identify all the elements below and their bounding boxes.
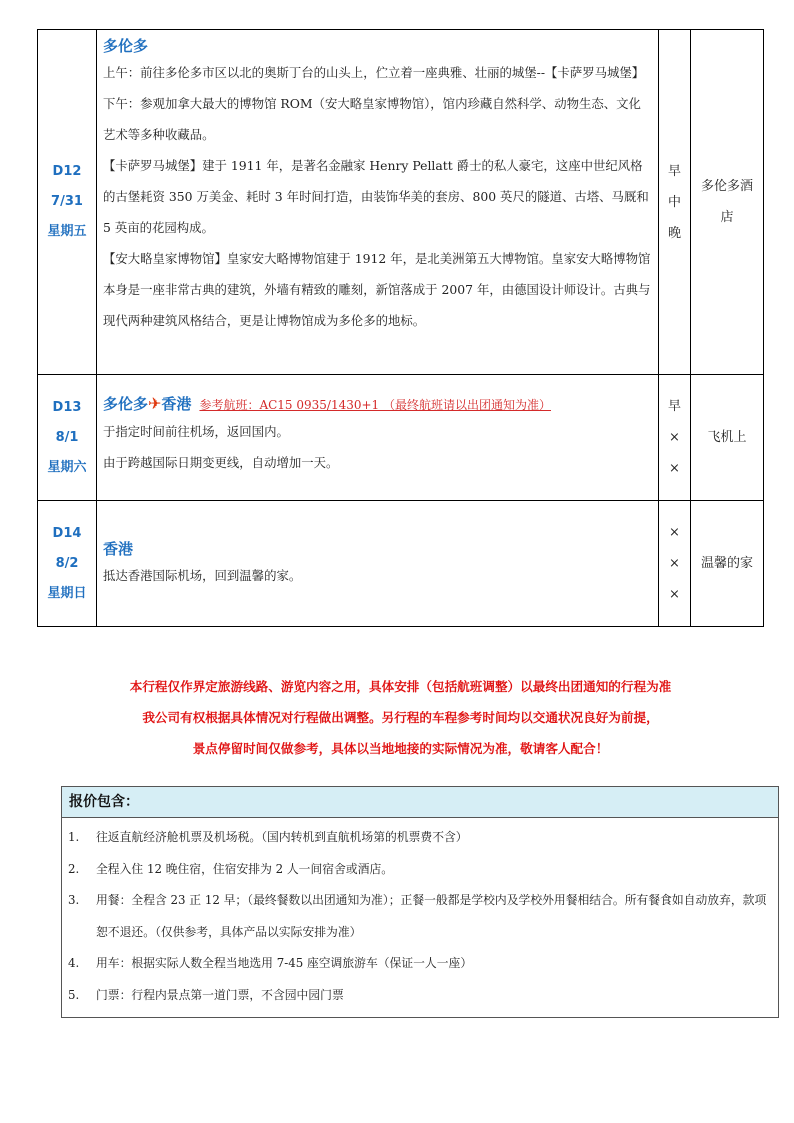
meals-cell bbox=[659, 30, 691, 375]
item-number: 2. bbox=[68, 861, 80, 876]
meal-lunch: × bbox=[669, 556, 680, 571]
day-cell bbox=[38, 30, 97, 375]
day-number: D12 bbox=[52, 164, 82, 179]
reference-flight: 参考航班：AC15 0935/1430+1 （最终航班请以出团通知为准） bbox=[199, 398, 551, 412]
notice-line: 我公司有权根据具体情况对行程做出调整。另行程的车程参考时间均以交通状况良好为前提， bbox=[142, 710, 659, 725]
day-content bbox=[97, 375, 659, 501]
day-weekday: 星期五 bbox=[47, 224, 87, 239]
hotel-cell bbox=[691, 375, 764, 501]
item-text: 往返直航经济舱机票及机场税。（国内转机到直航机场第的机票费不含） bbox=[96, 830, 468, 844]
day-weekday: 星期日 bbox=[47, 585, 87, 601]
item-number: 5. bbox=[68, 987, 80, 1002]
hotel-name: 温馨的家 bbox=[700, 556, 753, 571]
day-paragraph: 下午：参观加拿大最大的博物馆 ROM（安大略皇家博物馆），馆内珍藏自然科学、动物生态、文化艺术等多种收藏品。 bbox=[103, 96, 641, 142]
day-paragraph: 由于跨越国际日期变更线，自动增加一天。 bbox=[103, 455, 339, 470]
item-number: 3. bbox=[68, 893, 80, 907]
price-list bbox=[62, 818, 778, 1017]
meal-dinner: 晚 bbox=[667, 225, 681, 241]
meal-lunch: × bbox=[669, 430, 680, 445]
notice-line: 本行程仅作界定旅游线路、游览内容之用，具体安排（包括航班调整）以最终出团通知的行程为准 bbox=[129, 679, 672, 694]
day-paragraph: 【安大略皇家博物馆】皇家安大略博物馆建于 1912 年，是北美洲第五大博物馆。皇家安大略博物馆本身是一座非常古典的建筑，外墙有精致的雕刻，新馆落成于 2007 年，由德国设计师设计。古典与现代两种建筑风格结合，更是让博物馆成为多伦多的地标。 bbox=[103, 251, 651, 328]
list-item bbox=[68, 885, 772, 948]
day-row bbox=[38, 375, 764, 501]
hotel-name: 飞机上 bbox=[707, 430, 747, 445]
hotel-name: 多伦多酒店 bbox=[700, 179, 753, 225]
day-cell bbox=[38, 501, 97, 627]
day-row bbox=[38, 30, 764, 375]
itinerary-table bbox=[37, 29, 764, 627]
day-date: 8/2 bbox=[55, 555, 79, 571]
meal-dinner: × bbox=[669, 461, 680, 476]
meals-cell bbox=[659, 375, 691, 501]
list-item bbox=[68, 980, 772, 1012]
meal-breakfast: 早 bbox=[667, 163, 681, 179]
item-number: 1. bbox=[68, 830, 80, 844]
item-text: 门票：行程内景点第一道门票，不含园中园门票 bbox=[96, 987, 344, 1002]
day-content bbox=[97, 501, 659, 627]
day-content bbox=[97, 30, 659, 375]
arrival-city: 香港 bbox=[161, 395, 192, 413]
item-text: 用餐：全程含 23 正 12 早；（最终餐数以出团通知为准）；正餐一般都是学校内及学校外用餐相结合。所有餐食如自动放弃，款项恕不退还。（仅供参考，具体产品以实际安排为准） bbox=[96, 893, 767, 939]
item-text: 用车：根据实际人数全程当地选用 7-45 座空调旅游车（保证一人一座） bbox=[96, 956, 473, 970]
day-number: D13 bbox=[52, 399, 82, 415]
meal-breakfast: 早 bbox=[667, 399, 681, 414]
day-paragraph: 上午：前往多伦多市区以北的奥斯丁台的山头上，伫立着一座典雅、壮丽的城堡--【卡萨罗马城堡】 bbox=[103, 65, 645, 80]
price-included-box bbox=[61, 786, 779, 1018]
hotel-cell bbox=[691, 501, 764, 627]
price-heading: 报价包含： bbox=[62, 787, 778, 818]
meal-dinner: × bbox=[669, 587, 680, 602]
item-text: 全程入住 12 晚住宿，住宿安排为 2 人一间宿舍或酒店。 bbox=[96, 861, 394, 876]
day-title: 多伦多 bbox=[103, 37, 149, 55]
day-date: 7/31 bbox=[51, 194, 83, 209]
day-weekday: 星期六 bbox=[47, 459, 87, 475]
list-item bbox=[68, 822, 772, 854]
hotel-cell bbox=[691, 30, 764, 375]
departure-city: 多伦多 bbox=[103, 395, 149, 413]
airplane-icon: ✈ bbox=[148, 394, 162, 413]
list-item bbox=[68, 854, 772, 886]
day-paragraph: 【卡萨罗马城堡】建于 1911 年，是著名金融家 Henry Pellatt 爵士的私人豪宅，这座中世纪风格的古堡耗资 350 万美金、耗时 3 年时间打造，由装饰华美的套房、800 英尺的隧道、古塔、马厩和 5 英亩的花园构成。 bbox=[103, 158, 649, 235]
day-title bbox=[103, 393, 652, 416]
list-item bbox=[68, 948, 772, 980]
day-row bbox=[38, 501, 764, 627]
day-paragraph: 于指定时间前往机场，返回国内。 bbox=[103, 424, 289, 439]
meals-cell bbox=[659, 501, 691, 627]
meal-breakfast: × bbox=[669, 525, 680, 540]
meal-lunch: 中 bbox=[667, 194, 681, 210]
item-number: 4. bbox=[68, 956, 80, 970]
day-title: 香港 bbox=[103, 539, 134, 558]
notice-line: 景点停留时间仅做参考，具体以当地地接的实际情况为准，敬请客人配合！ bbox=[192, 741, 609, 756]
day-number: D14 bbox=[52, 525, 82, 541]
day-paragraph: 抵达香港国际机场，回到温馨的家。 bbox=[103, 567, 302, 583]
day-cell bbox=[38, 375, 97, 501]
day-date: 8/1 bbox=[55, 429, 79, 445]
